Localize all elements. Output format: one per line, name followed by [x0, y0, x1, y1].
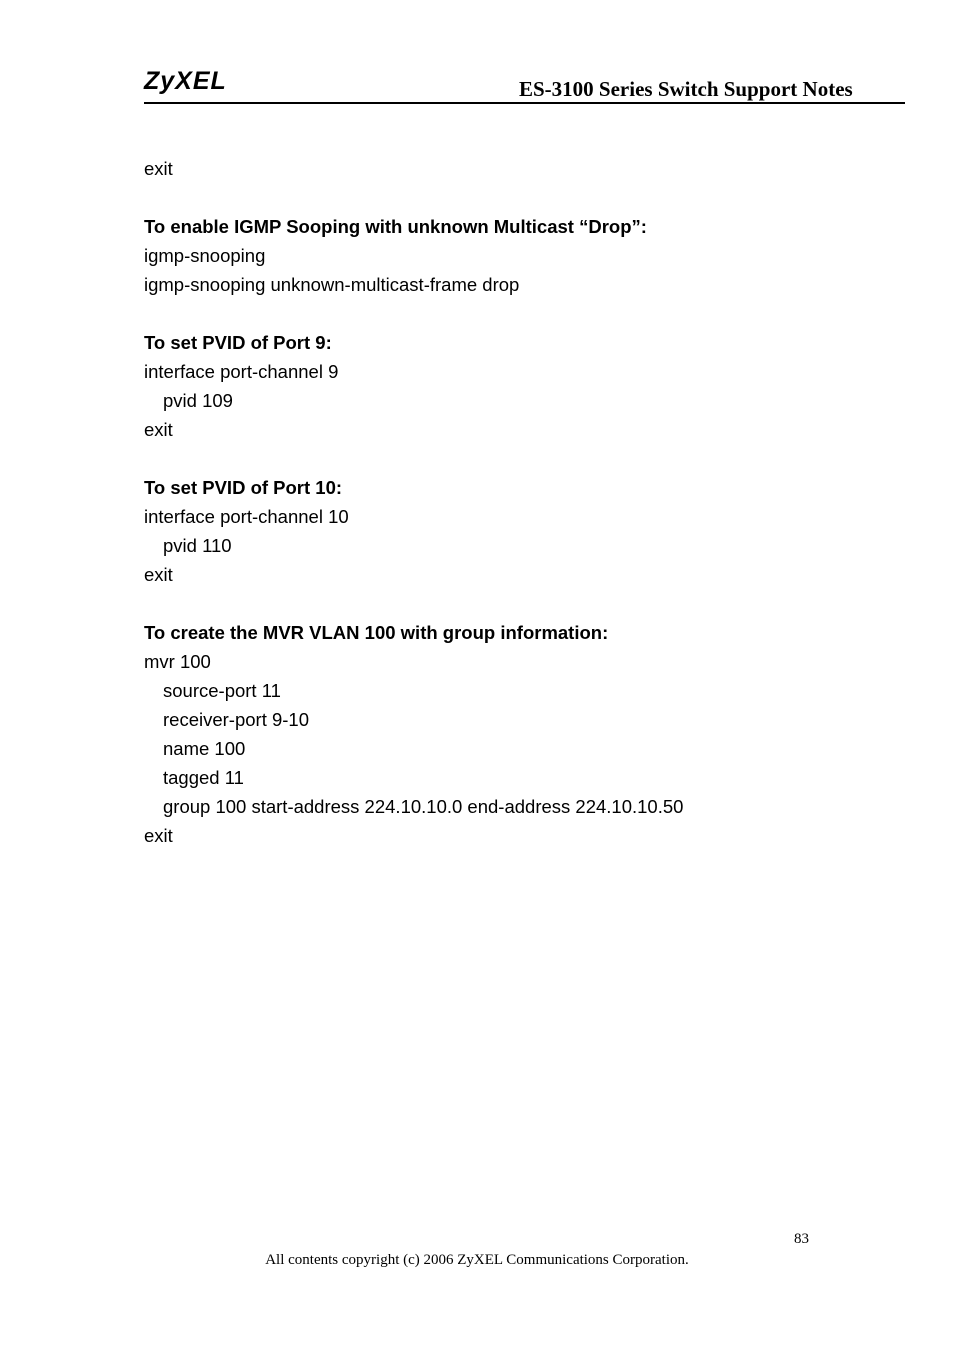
command-line: exit [144, 158, 173, 179]
command-line: exit [144, 419, 173, 440]
page-header [144, 66, 905, 104]
spacer [144, 299, 864, 328]
command-line-indented: group 100 start-address 224.10.10.0 end-address 224.10.10.50 [163, 796, 684, 817]
spacer [144, 589, 864, 618]
command-line-indented: source-port 11 [163, 680, 281, 701]
command-line: interface port-channel 9 [144, 361, 339, 382]
page-number: 83 [794, 1231, 809, 1247]
document-title: ES-3100 Series Switch Support Notes [519, 77, 853, 101]
copyright-footer: All contents copyright (c) 2006 ZyXEL Communications Corporation. [265, 1252, 689, 1268]
command-line-indented: name 100 [163, 738, 246, 759]
section-heading-pvid-port-9: To set PVID of Port 9: [144, 332, 332, 353]
section-heading-pvid-port-10: To set PVID of Port 10: [144, 477, 343, 498]
section-heading-mvr-vlan: To create the MVR VLAN 100 with group information: [144, 622, 609, 643]
command-line: exit [144, 564, 173, 585]
spacer [144, 444, 864, 473]
command-line-indented: tagged 11 [163, 767, 244, 788]
zyxel-logo: ZyXEL [144, 67, 227, 95]
command-line: exit [144, 825, 173, 846]
command-line: igmp-snooping [144, 245, 266, 266]
command-line: igmp-snooping unknown-multicast-frame drop [144, 274, 520, 295]
command-line-indented: pvid 109 [163, 390, 233, 411]
spacer [144, 183, 864, 212]
command-line-indented: pvid 110 [163, 535, 232, 556]
page-content [144, 154, 864, 850]
section-heading-igmp: To enable IGMP Sooping with unknown Multicast “Drop”: [144, 216, 647, 237]
command-line: interface port-channel 10 [144, 506, 349, 527]
command-line-indented: receiver-port 9-10 [163, 709, 310, 730]
command-line: mvr 100 [144, 651, 211, 672]
